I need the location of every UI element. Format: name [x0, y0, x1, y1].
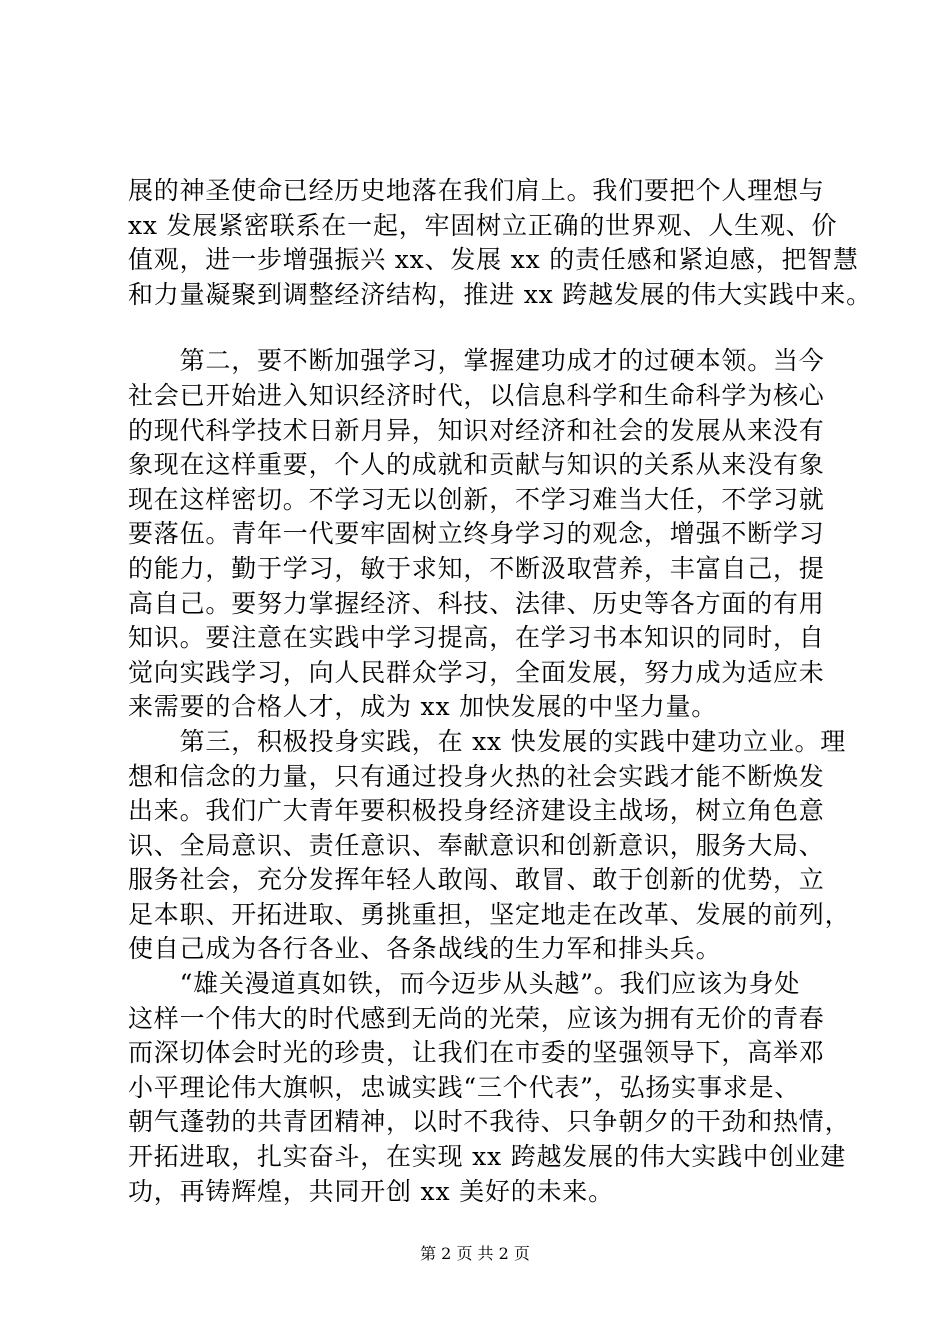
text-line: 出来。我们广大青年要积极投身经济建设主战场，树立角色意 [128, 796, 825, 826]
text-line: 而深切体会时光的珍贵，让我们在市委的坚强领导下，高举邓 [128, 1038, 825, 1068]
text-line: 第二，要不断加强学习，掌握建功成才的过硬本领。当今 [128, 346, 825, 376]
text-line: 足本职、开拓进取、勇挑重担，坚定地走在改革、发展的前列， [128, 899, 851, 929]
text-line: 这样一个伟大的时代感到无尚的光荣，应该为拥有无价的青春 [128, 1003, 825, 1033]
text-line: 朝气蓬勃的共青团精神，以时不我待、只争朝夕的干劲和热情， [128, 1107, 851, 1137]
page-number-footer: 第 2 页 共 2 页 [420, 1244, 530, 1263]
paragraph-3 [128, 725, 851, 967]
text-line: 功，再铸辉煌，共同开创 xx 美好的未来。 [128, 1176, 614, 1206]
text-line: 服务社会，充分发挥年轻人敢闯、敢冒、敢于创新的优势，立 [128, 865, 825, 895]
paragraph-gap [128, 312, 828, 344]
text-line: 想和信念的力量，只有通过投身火热的社会实践才能不断焕发 [128, 761, 825, 791]
text-line: 开拓进取，扎实奋斗，在实现 xx 跨越发展的伟大实践中创业建 [128, 1142, 847, 1172]
text-line: 第三，积极投身实践，在 xx 快发展的实践中建功立业。理 [128, 726, 847, 756]
text-line: 和力量凝聚到调整经济结构，推进 xx 跨越发展的伟大实践中来。 [128, 279, 872, 309]
text-line: 要落伍。青年一代要牢固树立终身学习的观念，增强不断学习 [128, 519, 825, 549]
text-line: 高自己。要努力掌握经济、科技、法律、历史等各方面的有用 [128, 588, 825, 618]
text-line: “雄关漫道真如铁，而今迈步从头越”。我们应该为身处 [128, 969, 801, 999]
text-line: 的能力，勤于学习，敏于求知，不断汲取营养，丰富自己，提 [128, 553, 825, 583]
text-line: 社会已开始进入知识经济时代，以信息科学和生命科学为核心 [128, 380, 825, 410]
text-line: xx 发展紧密联系在一起，牢固树立正确的世界观、人生观、价 [128, 210, 838, 240]
text-line: 小平理论伟大旗帜，忠诚实践“三个代表”，弘扬实事求是、 [128, 1072, 801, 1102]
text-line: 展的神圣使命已经历史地落在我们肩上。我们要把个人理想与 [128, 176, 825, 205]
paragraph-4 [128, 967, 851, 1209]
text-line: 现在这样密切。不学习无以创新，不学习难当大任，不学习就 [128, 484, 825, 514]
text-line: 象现在这样重要，个人的成就和贡献与知识的关系从来没有象 [128, 450, 825, 480]
text-line: 来需要的合格人才，成为 xx 加快发展的中坚力量。 [128, 692, 718, 722]
paragraph-2 [128, 344, 828, 725]
text-line: 觉向实践学习，向人民群众学习，全面发展，努力成为适应未 [128, 657, 825, 687]
text-line: 的现代科学技术日新月异，知识对经济和社会的发展从来没有 [128, 415, 825, 445]
document-body [128, 174, 872, 1209]
paragraph-1 [128, 174, 872, 312]
text-line: 识、全局意识、责任意识、奉献意识和创新意识，服务大局、 [128, 830, 825, 860]
text-line: 值观，进一步增强振兴 xx、发展 xx 的责任感和紧迫感，把智慧 [128, 245, 859, 275]
text-line: 使自己成为各行各业、各条战线的生力军和排头兵。 [128, 934, 722, 964]
text-line: 知识。要注意在实践中学习提高，在学习书本知识的同时，自 [128, 623, 825, 653]
